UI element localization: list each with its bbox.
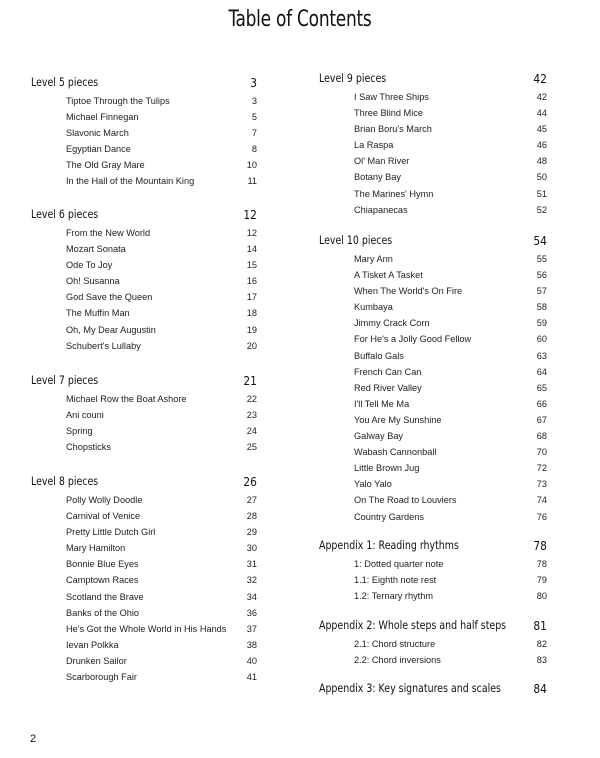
toc-entry-title: Tiptoe Through the Tulips bbox=[66, 96, 170, 106]
toc-entry[interactable] bbox=[319, 509, 547, 525]
toc-entry-page: 28 bbox=[246, 511, 257, 522]
toc-entry-title: Buffalo Gals bbox=[354, 350, 404, 361]
toc-entry-title: Brian Boru's March bbox=[354, 124, 432, 135]
section-heading-page: 26 bbox=[243, 474, 257, 489]
toc-entry-title: Michael Finnegan bbox=[66, 112, 139, 123]
section-heading-page: 42 bbox=[533, 71, 547, 86]
toc-entry[interactable] bbox=[319, 105, 547, 121]
toc-entry-page: 64 bbox=[536, 366, 547, 377]
toc-entry[interactable] bbox=[319, 396, 547, 412]
section-heading-label: Appendix 2: Whole steps and half steps bbox=[319, 618, 507, 632]
toc-entry-page: 46 bbox=[536, 140, 547, 151]
toc-entry-page: 72 bbox=[536, 463, 547, 474]
toc-entry[interactable] bbox=[319, 652, 547, 668]
toc-entry[interactable] bbox=[31, 257, 257, 273]
section-heading-label: Level 10 pieces bbox=[319, 233, 393, 247]
toc-entry-title: Scotland the Brave bbox=[66, 591, 144, 602]
toc-entry-title: Carnival of Venice bbox=[66, 511, 141, 522]
toc-entry-page: 12 bbox=[246, 228, 257, 238]
toc-entry-page: 11 bbox=[247, 176, 257, 187]
toc-entry-page: 65 bbox=[536, 382, 547, 393]
toc-entry-title: God Save the Queen bbox=[66, 292, 153, 303]
toc-entry-title: Scarborough Fair bbox=[66, 672, 137, 683]
toc-entry[interactable] bbox=[319, 556, 547, 572]
toc-entry[interactable] bbox=[31, 125, 257, 141]
toc-entry-page: 14 bbox=[246, 244, 257, 255]
section-heading-label: Appendix 1: Reading rhythms bbox=[319, 538, 459, 552]
section-heading-page: 84 bbox=[533, 681, 547, 696]
toc-entry-title: Schubert's Lullaby bbox=[66, 340, 141, 351]
toc-entry[interactable] bbox=[319, 444, 547, 460]
toc-entry[interactable] bbox=[31, 241, 257, 257]
toc-section bbox=[31, 373, 257, 455]
toc-entry-title: Ode To Joy bbox=[66, 260, 113, 271]
toc-entry-page: 82 bbox=[536, 639, 547, 649]
toc-entry-title: Ani couni bbox=[66, 410, 104, 421]
toc-entry-title: Kumbaya bbox=[354, 302, 393, 313]
toc-entry[interactable] bbox=[319, 476, 547, 492]
toc-entry[interactable] bbox=[319, 89, 547, 105]
toc-section bbox=[319, 538, 547, 604]
toc-entry[interactable] bbox=[319, 460, 547, 476]
toc-entry-title: You Are My Sunshine bbox=[354, 414, 442, 425]
page-number: 2 bbox=[30, 733, 37, 745]
toc-entry-title: Oh, My Dear Augustin bbox=[66, 324, 156, 335]
toc-entry[interactable] bbox=[319, 348, 547, 364]
section-heading[interactable] bbox=[319, 233, 547, 251]
toc-entry-page: 79 bbox=[536, 575, 547, 586]
toc-entry-page: 66 bbox=[536, 398, 547, 409]
page-title: Table of Contents bbox=[228, 7, 372, 32]
toc-entry-title: Egyptian Dance bbox=[66, 144, 131, 155]
section-heading-label: Level 6 pieces bbox=[31, 207, 99, 221]
toc-entry-title: Michael Row the Boat Ashore bbox=[66, 394, 187, 404]
toc-section bbox=[31, 207, 257, 354]
toc-entry-page: 29 bbox=[246, 527, 257, 538]
toc-entry-page: 63 bbox=[536, 350, 547, 361]
toc-entry-page: 23 bbox=[246, 410, 257, 421]
toc-entry-page: 44 bbox=[536, 108, 547, 119]
toc-section bbox=[319, 681, 547, 699]
toc-entry-page: 17 bbox=[246, 292, 257, 303]
toc-entry-title: Ol' Man River bbox=[354, 156, 410, 167]
toc-entry-title: The Marines' Hymn bbox=[354, 188, 434, 199]
toc-section bbox=[319, 233, 547, 525]
toc-entry[interactable] bbox=[319, 283, 547, 299]
section-heading-page: 54 bbox=[533, 233, 547, 248]
toc-entry-title: Chiapanecas bbox=[354, 204, 408, 215]
toc-entry-page: 15 bbox=[246, 260, 257, 271]
toc-entry[interactable] bbox=[319, 121, 547, 137]
section-heading[interactable] bbox=[319, 681, 547, 699]
toc-entry-title: Chopsticks bbox=[66, 442, 111, 453]
toc-entry-title: Slavonic March bbox=[66, 128, 129, 139]
section-heading[interactable] bbox=[31, 373, 257, 391]
toc-entry[interactable] bbox=[31, 669, 257, 685]
toc-entry[interactable] bbox=[31, 391, 257, 407]
toc-entry-title: 2.2: Chord inversions bbox=[354, 655, 441, 666]
toc-entry-page: 80 bbox=[536, 591, 547, 602]
toc-entry-title: When The World's On Fire bbox=[354, 286, 463, 297]
toc-entry-page: 67 bbox=[536, 414, 547, 425]
toc-entry[interactable] bbox=[319, 364, 547, 380]
toc-entry[interactable] bbox=[319, 267, 547, 283]
section-heading[interactable] bbox=[319, 538, 547, 556]
toc-entry-page: 83 bbox=[536, 655, 547, 666]
toc-entry-page: 27 bbox=[246, 495, 257, 505]
toc-entry[interactable] bbox=[319, 315, 547, 331]
toc-entry-title: La Raspa bbox=[354, 140, 394, 151]
toc-entry-page: 24 bbox=[246, 426, 257, 437]
toc-entry-page: 40 bbox=[246, 655, 257, 666]
toc-entry-page: 74 bbox=[536, 495, 547, 506]
toc-entry[interactable] bbox=[31, 423, 257, 439]
toc-entry-title: Spring bbox=[66, 426, 93, 437]
toc-entry[interactable] bbox=[31, 492, 257, 508]
toc-entry-title: Botany Bay bbox=[354, 172, 401, 183]
toc-entry[interactable] bbox=[319, 153, 547, 169]
toc-entry-title: Camptown Races bbox=[66, 575, 139, 586]
toc-entry[interactable] bbox=[319, 492, 547, 508]
toc-entry-title: In the Hall of the Mountain King bbox=[66, 176, 195, 187]
toc-entry[interactable] bbox=[31, 621, 257, 637]
toc-entry-title: Banks of the Ohio bbox=[66, 607, 140, 618]
toc-entry-title: The Old Gray Mare bbox=[66, 160, 145, 171]
toc-entry[interactable] bbox=[319, 169, 547, 185]
toc-entry-title: Drunken Sailor bbox=[66, 655, 127, 666]
toc-entry-title: Little Brown Jug bbox=[354, 463, 420, 474]
toc-entry[interactable] bbox=[31, 540, 257, 556]
toc-entry-page: 19 bbox=[246, 324, 257, 335]
toc-entry[interactable] bbox=[31, 524, 257, 540]
toc-entry-page: 51 bbox=[536, 188, 547, 199]
toc-entry-title: The Muffin Man bbox=[66, 308, 130, 319]
toc-entry-title: Polly Wolly Doodle bbox=[66, 495, 143, 505]
toc-entry-page: 48 bbox=[536, 156, 547, 167]
section-heading-page: 12 bbox=[243, 207, 257, 222]
toc-entry[interactable] bbox=[31, 141, 257, 157]
toc-entry-title: Jimmy Crack Corn bbox=[354, 318, 430, 329]
toc-entry-page: 31 bbox=[246, 559, 257, 570]
toc-entry-title: Three Blind Mice bbox=[354, 108, 423, 119]
toc-entry-title: He's Got the Whole World in His Hands bbox=[66, 623, 227, 634]
toc-entry-page: 20 bbox=[246, 340, 257, 351]
toc-entry-page: 32 bbox=[246, 575, 257, 586]
toc-entry-page: 25 bbox=[246, 442, 257, 453]
toc-entry-title: French Can Can bbox=[354, 366, 422, 377]
toc-entry[interactable] bbox=[31, 407, 257, 423]
toc-entry[interactable] bbox=[31, 653, 257, 669]
toc-entry[interactable] bbox=[31, 225, 257, 241]
toc-entry[interactable] bbox=[319, 588, 547, 604]
toc-entry-title: 2.1: Chord structure bbox=[354, 639, 436, 649]
toc-entry-page: 18 bbox=[246, 308, 257, 319]
toc-entry-title: Mozart Sonata bbox=[66, 244, 126, 255]
section-heading-label: Appendix 3: Key signatures and scales bbox=[319, 681, 501, 695]
toc-entry-page: 55 bbox=[536, 254, 547, 264]
toc-section bbox=[31, 75, 257, 190]
toc-entry-page: 68 bbox=[536, 431, 547, 442]
toc-entry-title: Red River Valley bbox=[354, 382, 422, 393]
toc-entry-page: 8 bbox=[251, 144, 257, 155]
toc-entry-page: 45 bbox=[536, 124, 547, 135]
toc-entry-page: 38 bbox=[246, 639, 257, 650]
toc-entry-page: 42 bbox=[536, 92, 547, 102]
toc-entry-title: Ievan Polkka bbox=[66, 639, 119, 650]
toc-entry[interactable] bbox=[319, 428, 547, 444]
toc-entry[interactable] bbox=[31, 289, 257, 305]
toc-entry[interactable] bbox=[319, 572, 547, 588]
toc-entry-title: Yalo Yalo bbox=[354, 479, 392, 490]
section-heading[interactable] bbox=[31, 207, 257, 225]
toc-entry[interactable] bbox=[319, 412, 547, 428]
section-heading-page: 78 bbox=[533, 538, 547, 553]
toc-entry[interactable] bbox=[31, 556, 257, 572]
toc-entry[interactable] bbox=[319, 331, 547, 347]
section-heading[interactable] bbox=[31, 75, 257, 93]
toc-entry-page: 3 bbox=[251, 96, 257, 106]
toc-section bbox=[319, 71, 547, 218]
toc-entry-title: Country Gardens bbox=[354, 511, 424, 522]
toc-entry[interactable] bbox=[31, 338, 257, 354]
toc-entry[interactable] bbox=[31, 109, 257, 125]
section-heading[interactable] bbox=[31, 474, 257, 492]
toc-entry-page: 57 bbox=[536, 286, 547, 297]
toc-entry-title: I Saw Three Ships bbox=[354, 92, 429, 102]
toc-entry-title: Pretty Little Dutch Girl bbox=[66, 527, 156, 538]
toc-entry-title: 1.2: Ternary rhythm bbox=[354, 591, 433, 602]
toc-entry-title: 1: Dotted quarter note bbox=[354, 559, 444, 569]
toc-entry-page: 22 bbox=[246, 394, 257, 404]
section-heading-label: Level 7 pieces bbox=[31, 373, 99, 387]
toc-entry-page: 16 bbox=[246, 276, 257, 287]
section-heading[interactable] bbox=[319, 71, 547, 89]
section-heading[interactable] bbox=[319, 618, 547, 636]
toc-entry-title: For He's a Jolly Good Fellow bbox=[354, 334, 472, 345]
toc-entry[interactable] bbox=[31, 273, 257, 289]
toc-entry[interactable] bbox=[319, 137, 547, 153]
toc-entry[interactable] bbox=[319, 380, 547, 396]
toc-entry-title: On The Road to Louviers bbox=[354, 495, 457, 506]
toc-entry[interactable] bbox=[319, 299, 547, 315]
toc-entry[interactable] bbox=[31, 439, 257, 455]
section-heading-page: 3 bbox=[250, 75, 257, 90]
toc-entry-title: 1.1: Eighth note rest bbox=[354, 575, 437, 586]
toc-entry-title: A Tisket A Tasket bbox=[354, 270, 423, 281]
toc-entry[interactable] bbox=[31, 93, 257, 109]
toc-entry-page: 50 bbox=[536, 172, 547, 183]
section-heading-page: 21 bbox=[243, 373, 257, 388]
toc-entry-title: Oh! Susanna bbox=[66, 276, 120, 287]
toc-entry[interactable] bbox=[319, 186, 547, 202]
toc-entry-page: 52 bbox=[536, 204, 547, 215]
toc-entry[interactable] bbox=[31, 173, 257, 189]
section-heading-label: Level 5 pieces bbox=[31, 75, 99, 89]
toc-entry-title: Bonnie Blue Eyes bbox=[66, 559, 139, 570]
toc-entry[interactable] bbox=[31, 572, 257, 588]
toc-entry[interactable] bbox=[31, 508, 257, 524]
toc-entry-page: 41 bbox=[246, 672, 257, 683]
toc-entry-page: 78 bbox=[536, 559, 547, 569]
toc-entry[interactable] bbox=[31, 637, 257, 653]
toc-entry-title: I'll Tell Me Ma bbox=[354, 398, 410, 409]
toc-entry[interactable] bbox=[31, 322, 257, 338]
toc-entry[interactable] bbox=[319, 202, 547, 218]
toc-entry-title: Wabash Cannonball bbox=[354, 447, 437, 458]
toc-entry-page: 56 bbox=[536, 270, 547, 281]
toc-entry[interactable] bbox=[31, 589, 257, 605]
toc-entry[interactable] bbox=[319, 636, 547, 652]
toc-entry[interactable] bbox=[31, 157, 257, 173]
toc-entry-title: Galway Bay bbox=[354, 431, 404, 442]
toc-entry-page: 58 bbox=[536, 302, 547, 313]
section-heading-page: 81 bbox=[533, 618, 547, 633]
toc-entry[interactable] bbox=[31, 605, 257, 621]
toc-entry-page: 70 bbox=[536, 447, 547, 458]
toc-entry-page: 7 bbox=[251, 128, 257, 139]
toc-entry-page: 59 bbox=[536, 318, 547, 329]
toc-entry-title: From the New World bbox=[66, 228, 151, 238]
section-heading-label: Level 8 pieces bbox=[31, 474, 99, 488]
toc-entry-title: Mary Hamilton bbox=[66, 543, 126, 554]
toc-entry-page: 34 bbox=[246, 591, 257, 602]
toc-entry-page: 73 bbox=[536, 479, 547, 490]
toc-entry[interactable] bbox=[31, 305, 257, 321]
toc-entry-page: 60 bbox=[536, 334, 547, 345]
section-heading-label: Level 9 pieces bbox=[319, 71, 387, 85]
toc-entry-title: Mary Ann bbox=[354, 254, 393, 264]
toc-entry-page: 76 bbox=[536, 511, 547, 522]
toc-section bbox=[319, 618, 547, 668]
toc-entry-page: 5 bbox=[251, 112, 257, 123]
toc-entry-page: 37 bbox=[246, 623, 257, 634]
toc-entry-page: 10 bbox=[246, 160, 257, 171]
toc-entry-page: 30 bbox=[246, 543, 257, 554]
toc-entry-page: 36 bbox=[246, 607, 257, 618]
toc-section bbox=[31, 474, 257, 685]
toc-entry[interactable] bbox=[319, 251, 547, 267]
